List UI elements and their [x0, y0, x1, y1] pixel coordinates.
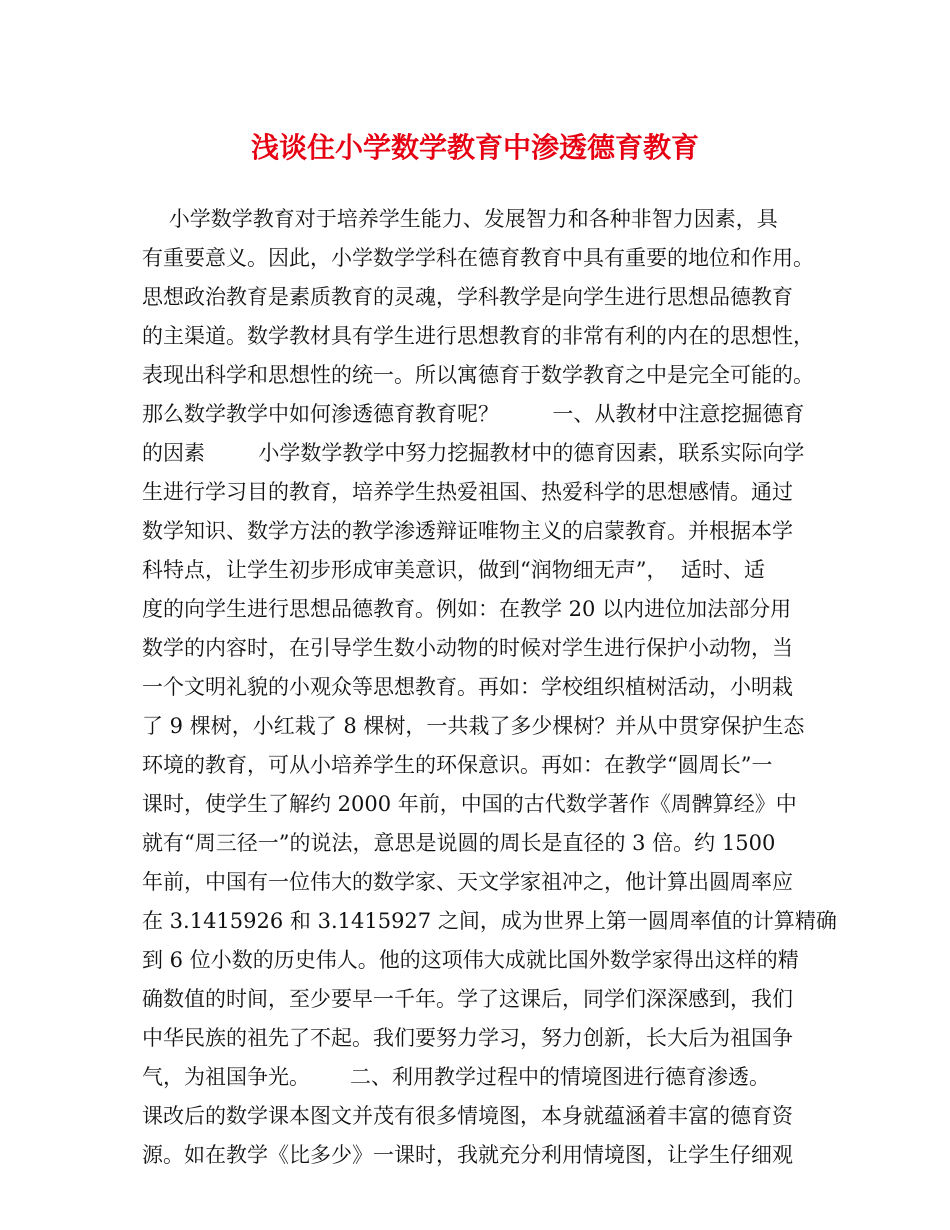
text-line: 思想政治教育是素质教育的灵魂，学科教学是向学生进行思想品德教育 — [142, 285, 793, 309]
text-line: 到 6 位小数的历史伟人。他的这项伟大成就比国外数学家得出这样的精 — [142, 948, 799, 972]
text-line: 源。如在教学《比多少》一课时，我就充分利用情境图，让学生仔细观 — [142, 1143, 793, 1167]
text-line: 确数值的时间，至少要早一千年。学了这课后，同学们深深感到，我们 — [142, 987, 793, 1011]
text-line: 表现出科学和思想性的统一。所以寓德育于数学教育之中是完全可能的。 — [142, 363, 814, 387]
text-line: 小学数学教育对于培养学生能力、发展智力和各种非智力因素，具 — [142, 207, 778, 231]
text-line: 就有“周三径一”的说法，意思是说圆的周长是直径的 3 倍。约 1500 — [142, 831, 776, 855]
text-line: 的因素 小学数学教学中努力挖掘教材中的德育因素，联系实际向学 — [142, 441, 805, 465]
page-title: 浅谈住小学数学教育中渗透德育教育 — [250, 131, 699, 164]
text-line: 课时，使学生了解约 2000 年前，中国的古代数学著作《周髀算经》中 — [142, 792, 797, 816]
text-line: 那么数学教学中如何渗透德育教育呢？ 一、从教材中注意挖掘德育 — [142, 402, 805, 426]
text-line: 度的向学生进行思想品德教育。例如：在教学 20 以内进位加法部分用 — [142, 597, 792, 621]
text-line: 课改后的数学课本图文并茂有很多情境图，本身就蕴涵着丰富的德育资 — [142, 1104, 793, 1128]
body-paragraph — [142, 200, 837, 1175]
text-line: 在 3.1415926 和 3.1415927 之间，成为世界上第一圆周率值的计算精确 — [142, 909, 837, 933]
text-line: 科特点，让学生初步形成审美意识，做到“润物细无声”， 适时、适 — [142, 558, 765, 582]
text-line: 一个文明礼貌的小观众等思想教育。再如：学校组织植树活动，小明栽 — [142, 675, 793, 699]
text-line: 了 9 棵树，小红栽了 8 棵树，一共栽了多少棵树？并从中贯穿保护生态 — [142, 714, 805, 738]
text-line: 中华民族的祖先了不起。我们要努力学习，努力创新，长大后为祖国争 — [142, 1026, 793, 1050]
text-line: 有重要意义。因此，小学数学学科在德育教育中具有重要的地位和作用。 — [142, 246, 814, 270]
text-line: 年前，中国有一位伟大的数学家、天文学家祖冲之，他计算出圆周率应 — [142, 870, 793, 894]
text-line: 环境的教育，可从小培养学生的环保意识。再如：在教学“圆周长”一 — [142, 753, 773, 777]
text-line: 生进行学习目的教育，培养学生热爱祖国、热爱科学的思想感情。通过 — [142, 480, 793, 504]
text-line: 数学知识、数学方法的教学渗透辩证唯物主义的启蒙教育。并根据本学 — [142, 519, 793, 543]
text-line: 气，为祖国争光。 二、利用教学过程中的情境图进行德育渗透。 — [142, 1065, 771, 1089]
text-line: 的主渠道。数学教材具有学生进行思想教育的非常有利的内在的思想性， — [142, 324, 814, 348]
text-line: 数学的内容时，在引导学生数小动物的时候对学生进行保护小动物，当 — [142, 636, 793, 660]
